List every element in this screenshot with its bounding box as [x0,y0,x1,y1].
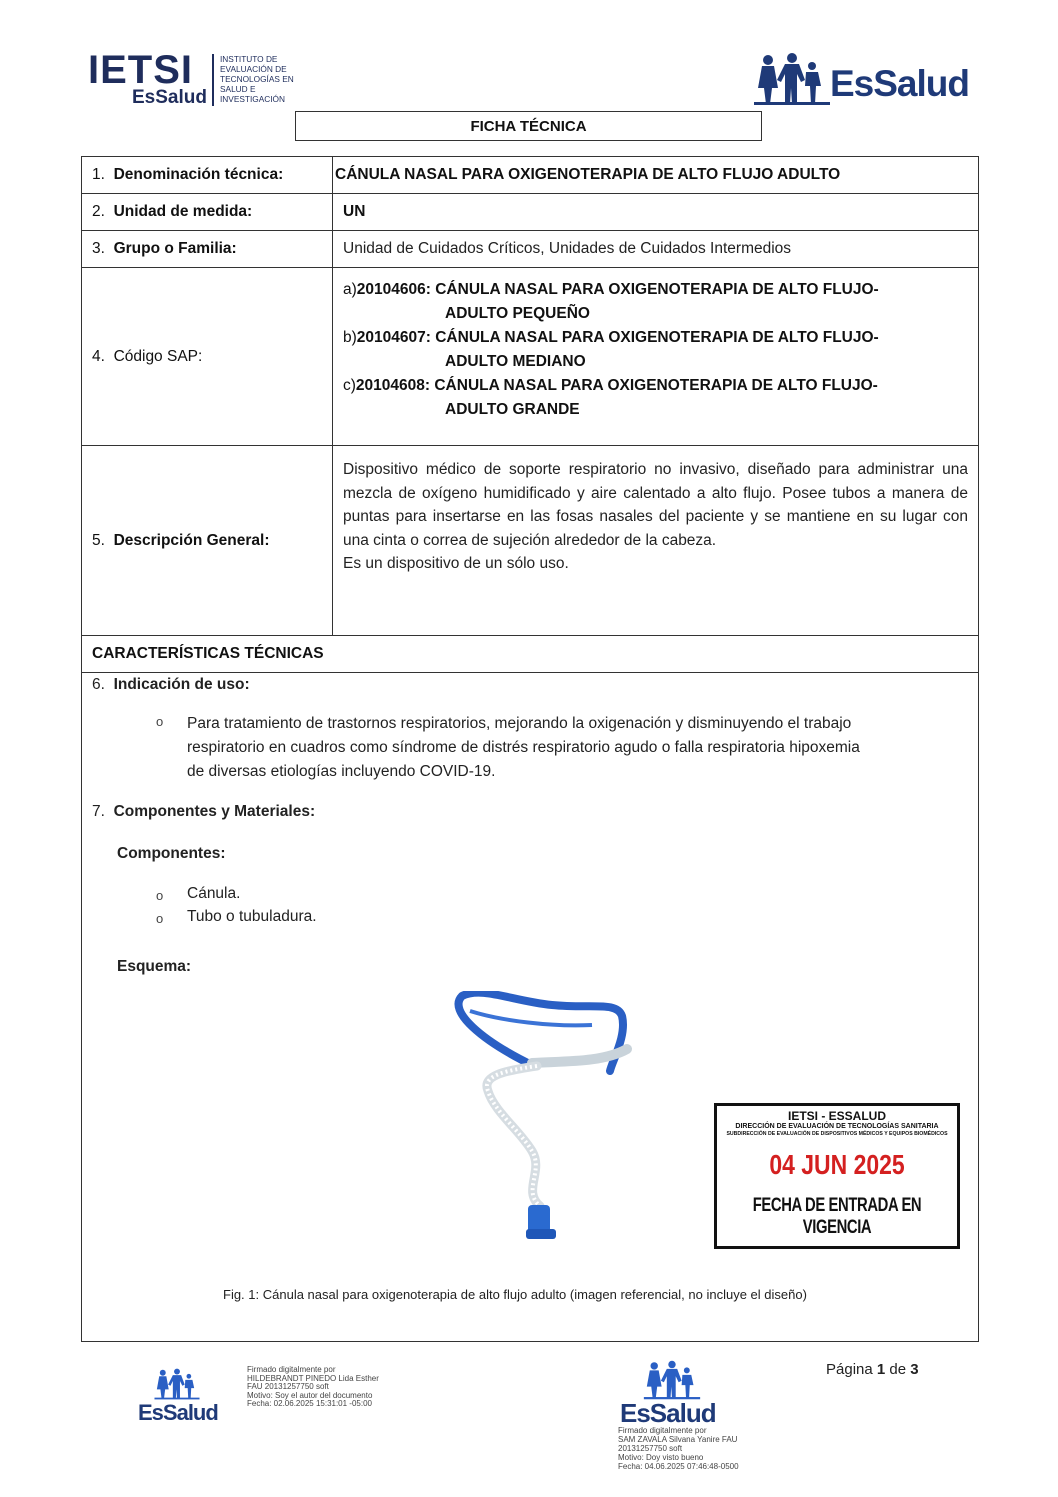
value-descripcion [333,446,978,635]
components-label: Componentes: [117,845,226,862]
value-codigo-sap [333,268,978,445]
signature-line: Motivo: Soy el autor del documento [247,1390,373,1400]
sap-desc-cont: ADULTO PEQUEÑO [445,305,590,322]
stamp-subdirection: SUBDIRECCIÓN DE EVALUACIÓN DE DISPOSITIVOS MÉDICOS Y EQUIPOS BIOMÉDICOS [726,1131,948,1137]
page-current: 1 [876,1361,886,1378]
sap-prefix: a) [343,281,357,298]
table-row [82,194,978,231]
sap-desc-cont: ADULTO GRANDE [445,401,580,418]
page-number [826,1361,919,1378]
indication-text [187,712,860,784]
value-unidad: UN [343,203,366,220]
ietsi-essalud-text: EsSalud [132,87,207,108]
bullet-icon: o [156,911,164,926]
essalud-logo-text: EsSalud [620,1398,716,1428]
page-of: de [889,1361,907,1378]
section-title: Componentes y Materiales: [113,803,316,820]
essalud-logo-text: EsSalud [830,63,969,104]
section-heading: CARACTERÍSTICAS TÉCNICAS [82,636,978,673]
page-label: Página [826,1361,873,1378]
signature-line: Firmado digitalmente por [618,1426,707,1435]
essalud-logo-text: EsSalud [138,1400,218,1425]
family-icon [152,1368,202,1400]
indication-line: respiratorio en cuadros como síndrome de distrés respiratorio agudo o falla respiratoria hipoxemia [187,739,860,756]
ietsi-institute-text: INSTITUTO DE EVALUACIÓN DE TECNOLOGÍAS EN SALUD E INVESTIGACIÓN [220,54,294,104]
ietsi-logo-text: IETSI [88,48,194,92]
sap-prefix: b) [343,329,357,346]
page-total: 3 [910,1361,919,1378]
essalud-logo-header [754,52,980,106]
indication-line: de diversas etiologías incluyendo COVID-19. [187,763,496,780]
label-codigo-sap: Código SAP: [113,347,203,365]
component-item: Tubo o tubuladura. [187,908,317,925]
signature-line: FAU 20131257750 soft [247,1382,329,1392]
figure-caption: Fig. 1: Cánula nasal para oxigenoterapia de alto flujo adulto (imagen referencial, no incluye el diseño) [223,1287,807,1302]
signature-line: SAM ZAVALA Silvana Yanire FAU [618,1435,738,1444]
label-denominacion: Denominación técnica: [113,166,284,183]
sap-prefix: c) [343,377,356,394]
family-icon [754,52,830,106]
label-unidad: Unidad de medida: [113,203,253,220]
component-item: Cánula. [187,885,241,902]
bullet-icon: o [156,888,164,903]
section-number: 6. [92,676,105,693]
nasal-cannula-image [442,991,642,1273]
signature-line: Motivo: Doy visto bueno [618,1453,704,1462]
table-row [82,446,978,636]
signature-line: HILDEBRANDT PINEDO Lida Esther [247,1373,379,1383]
signature-line: Firmado digitalmente por [247,1365,336,1374]
sap-code: 20104606: [356,281,431,298]
row-number: 5. [92,531,105,549]
essalud-logo-footer-left [138,1368,218,1426]
validity-stamp [714,1103,960,1249]
schema-label: Esquema: [117,958,192,975]
table-row [82,157,978,194]
label-descripcion: Descripción General: [113,531,270,549]
row-number: 2. [92,203,105,220]
row-label [82,268,333,445]
sap-code: 20104608: [355,377,431,394]
section-title: Indicación de uso: [113,676,250,693]
indication-line: Para tratamiento de trastornos respiratorios, mejorando la oxigenación y disminuyendo el trabajo [187,715,852,732]
stamp-label: FECHA DE ENTRADA EN VIGENCIA [752,1195,922,1238]
section-7-title [92,803,315,821]
section-6-title [92,676,250,694]
row-number: 3. [92,240,105,257]
stamp-org: IETSI - ESSALUD [787,1109,886,1123]
stamp-date: 04 JUN 2025 [769,1149,905,1180]
row-label [82,231,333,267]
section-number: 7. [92,803,105,820]
row-number: 4. [92,347,105,365]
document-title: FICHA TÉCNICA [295,111,762,141]
description-single-use: Es un dispositivo de un sólo uso. [343,555,569,572]
table-row [82,268,978,446]
signature-line: Fecha: 04.06.2025 07:46:48-0500 [618,1462,739,1471]
table-row [82,231,978,268]
ietsi-divider [212,54,214,106]
description-paragraph: Dispositivo médico de soporte respiratorio no invasivo, diseñado para administrar una mezcla de oxígeno humidificado y aire calentado a alto flujo. Posee tubos a manera de puntas para insertarse en las fosas nasales del paciente y se mantiene en su lugar con una cinta o correa de sujeción alrededor de la cabeza. [343,461,968,549]
sap-desc: CÁNULA NASAL PARA OXIGENOTERAPIA DE ALTO FLUJO- [435,281,879,298]
digital-signature-2 [618,1426,818,1471]
digital-signature-1 [247,1366,427,1409]
sap-item [343,278,968,302]
sap-item [343,326,968,350]
row-label [82,157,333,193]
value-grupo: Unidad de Cuidados Críticos, Unidades de Cuidados Intermedios [343,240,792,257]
family-icon [641,1360,703,1400]
ietsi-logo [88,50,318,110]
label-grupo: Grupo o Familia: [113,240,237,257]
sap-desc: CÁNULA NASAL PARA OXIGENOTERAPIA DE ALTO FLUJO- [435,329,879,346]
bullet-icon: o [156,714,164,729]
row-label [82,194,333,230]
essalud-logo-footer-center [617,1360,727,1426]
sap-desc: CÁNULA NASAL PARA OXIGENOTERAPIA DE ALTO FLUJO- [434,377,878,394]
sap-code: 20104607: [356,329,431,346]
sap-item [343,374,968,398]
signature-line: 20131257750 soft [618,1444,683,1453]
signature-line: Fecha: 02.06.2025 15:31:01 -05:00 [247,1399,372,1409]
stamp-direction: DIRECCIÓN DE EVALUACIÓN DE TECNOLOGÍAS SANITARIA [735,1123,939,1130]
sap-desc-cont: ADULTO MEDIANO [445,353,586,370]
row-number: 1. [92,166,105,183]
row-label [82,446,333,635]
value-denominacion: CÁNULA NASAL PARA OXIGENOTERAPIA DE ALTO FLUJO ADULTO [335,166,841,183]
